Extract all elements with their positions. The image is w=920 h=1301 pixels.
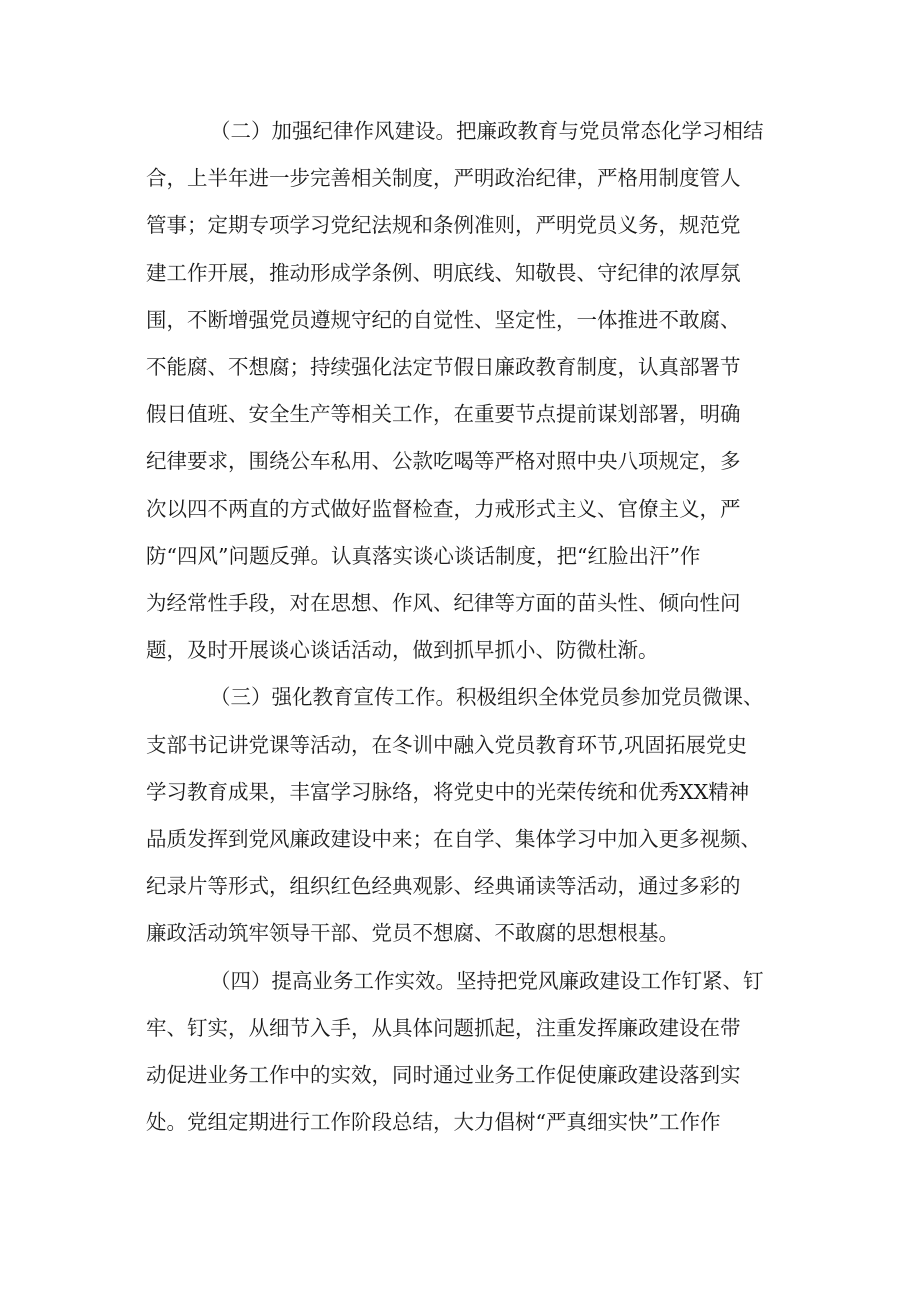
paragraph-education-publicity: （三）强化教育宣传工作。积极组织全体党员参加党员微课、 支部书记讲党课等活动，在冬训中融入党员教育环节,巩固拓展党史 学习教育成果，丰富学习脉络，将党史中的光荣传统和优秀XX精神 品质发挥到党风廉政建设中来；在自学、集体学习中加入更多视频、 纪录片等形式，组织红色经典观影、经典诵读等活动，通过多彩的 廉政活动筑牢领导干部、党员不想腐、不敢腐的思想根基。: [146, 685, 764, 946]
paragraph-business-effectiveness: （四）提高业务工作实效。坚持把党风廉政建设工作钉紧、钉 牢、钉实，从细节入手，从具体问题抓起，注重发挥廉政建设在带 动促进业务工作中的实效，同时通过业务工作促使廉政建设落到实 处。党组定期进行工作阶段总结，大力倡树“严真细实快”工作作: [146, 968, 764, 1135]
document-body: [146, 108, 786, 1146]
paragraph-discipline-style: （二）加强纪律作风建设。把廉政教育与党员常态化学习相结 合，上半年进一步完善相关制度，严明政治纪律，严格用制度管人 管事；定期专项学习党纪法规和条例准则，严明党员义务，规范党 建工作开展，推动形成学条例、明底线、知敬畏、守纪律的浓厚氛 围，不断增强党员遵规守纪的自觉性、坚定性，一体推进不敢腐、 不能腐、不想腐；持续强化法定节假日廉政教育制度，认真部署节 假日值班、安全生产等相关工作，在重要节点提前谋划部署，明确 纪律要求，围绕公车私用、公款吃喝等严格对照中央八项规定，多 次以四不两直的方式做好监督检查，力戒形式主义、官僚主义，严 防“四风”问题反弹。认真落实谈心谈话制度，把“红脸出汗”作 为经常性手段，对在思想、作风、纪律等方面的苗头性、倾向性问 题，及时开展谈心谈话活动，做到抓早抓小、防微杜渐。: [146, 119, 764, 663]
